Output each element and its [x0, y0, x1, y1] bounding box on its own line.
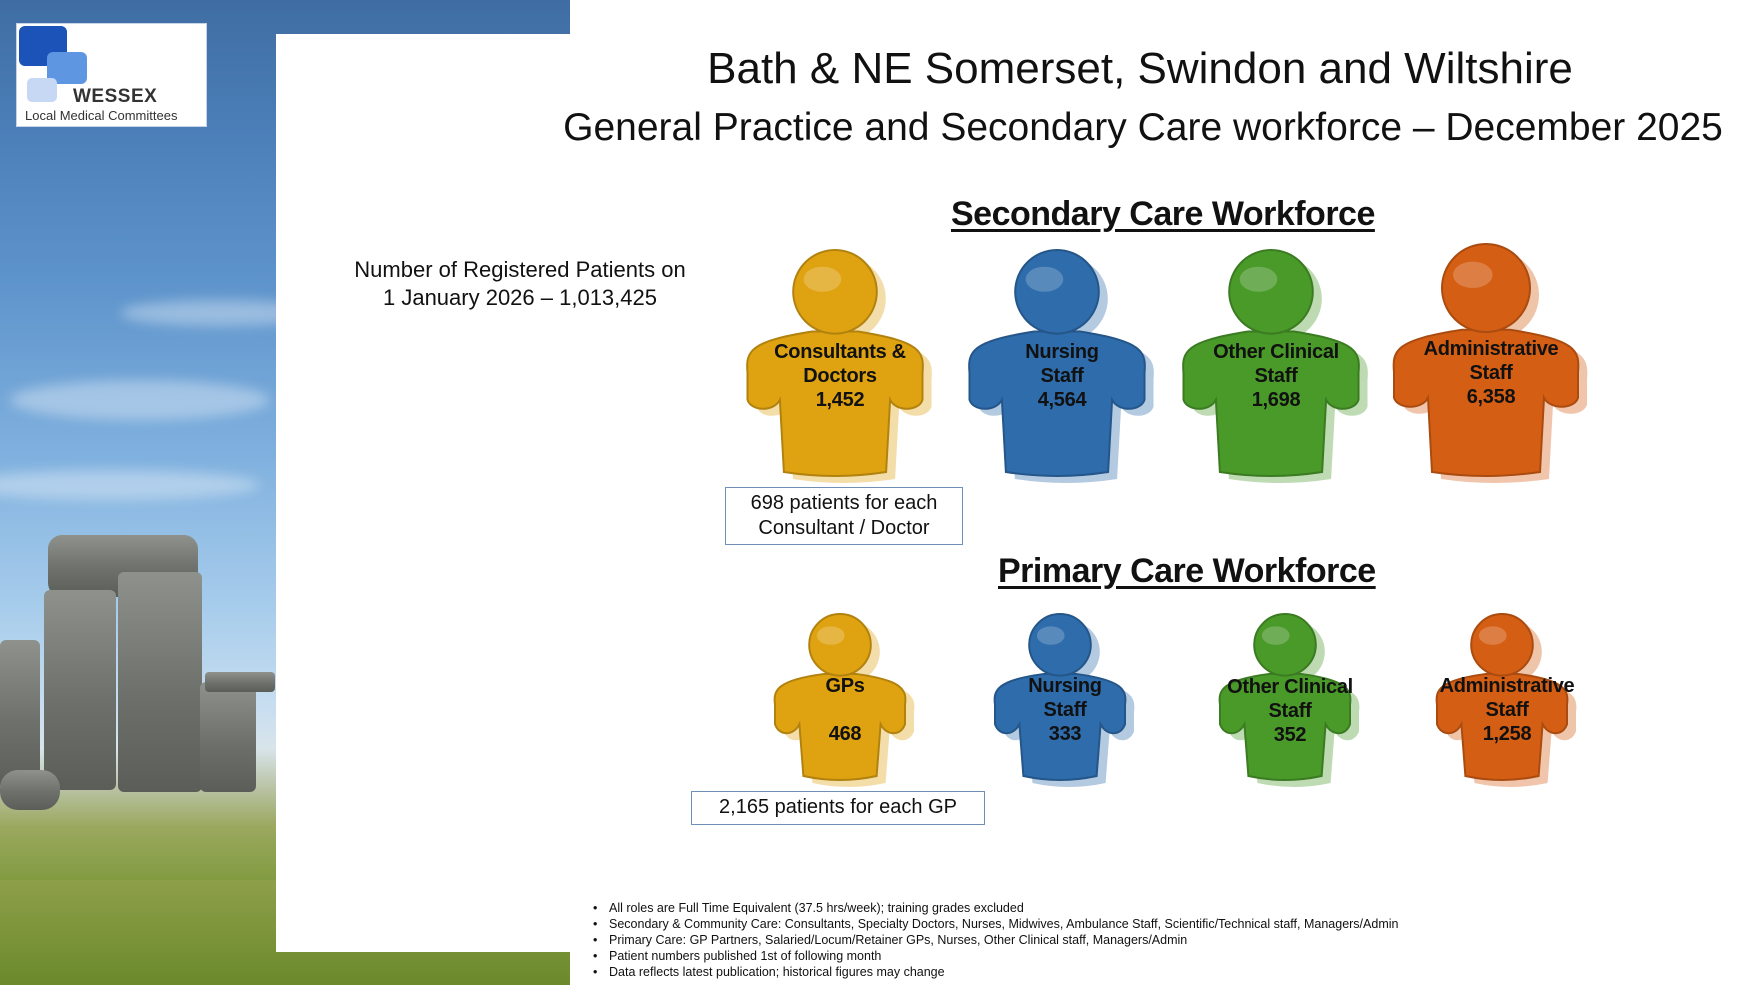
figure-label-line2: Staff	[1268, 700, 1312, 722]
figure-label-line1: Administrative	[1439, 675, 1575, 697]
logo-square-icon	[27, 78, 57, 102]
page-subtitle: General Practice and Secondary Care workforce – December 2025	[563, 106, 1723, 149]
secondary-figure-nursing	[962, 248, 1162, 486]
consultant-ratio-box	[725, 487, 963, 545]
primary-figure-administrative	[1432, 612, 1582, 790]
primary-figure-gps	[770, 612, 920, 790]
ratio-line1: 2,165 patients for each GP	[719, 796, 957, 818]
figure-label-line2: Staff	[1254, 365, 1298, 387]
figure-label-line1: Administrative	[1423, 338, 1559, 360]
figure-value: 4,564	[1037, 389, 1087, 411]
footnote-item: • Primary Care: GP Partners, Salaried/Locum/Retainer GPs, Nurses, Other Clinical staff, Managers/Admin	[591, 932, 1398, 948]
figure-label-line2: Staff	[1485, 699, 1529, 721]
figure-label-line2: Staff	[1469, 362, 1513, 384]
figure-value: 6,358	[1466, 386, 1516, 408]
figure-label-line2: Staff	[1040, 365, 1084, 387]
figure-value: 1,698	[1251, 389, 1301, 411]
primary-care-heading: Primary Care Workforce	[998, 552, 1376, 590]
logo-subtitle: Local Medical Committees	[25, 108, 178, 123]
secondary-figure-consultants	[740, 248, 940, 486]
figure-value: 352	[1273, 724, 1307, 746]
figure-label-line1: Other Clinical	[1213, 341, 1339, 363]
registered-patients-line2: 1 January 2026 – 1,013,425	[382, 285, 657, 310]
footnote-item: • All roles are Full Time Equivalent (37.5 hrs/week); training grades excluded	[591, 900, 1398, 916]
page-title: Bath & NE Somerset, Swindon and Wiltshire	[707, 44, 1573, 93]
footnote-item: • Patient numbers published 1st of following month	[591, 948, 1398, 964]
secondary-figure-administrative	[1386, 242, 1596, 486]
figure-label-line2: Doctors	[803, 365, 877, 387]
logo-name: WESSEX	[73, 86, 158, 107]
ratio-line2: Consultant / Doctor	[758, 517, 930, 539]
figure-label-line1: Other Clinical	[1227, 676, 1353, 698]
figure-value: 1,452	[815, 389, 865, 411]
registered-patients-line1: Number of Registered Patients on	[354, 257, 686, 282]
registered-patients	[330, 256, 710, 312]
figure-label-line1: Nursing	[1025, 341, 1099, 363]
secondary-figure-other-clinical	[1176, 248, 1376, 486]
footnote-item: • Secondary & Community Care: Consultants, Specialty Doctors, Nurses, Midwives, Ambulance Staff, Scientific/Technical staff, Managers/Admin	[591, 916, 1398, 932]
footnote-item: • Data reflects latest publication; historical figures may change	[591, 964, 1398, 980]
gp-ratio-box	[691, 791, 985, 825]
white-card	[276, 34, 570, 952]
footnotes	[591, 900, 1398, 980]
figure-value: 468	[828, 723, 862, 745]
figure-label-line1: GPs	[825, 675, 865, 697]
primary-figure-nursing	[990, 612, 1140, 790]
figure-label-line1: Nursing	[1028, 675, 1102, 697]
ratio-line1: 698 patients for each	[750, 492, 938, 514]
figure-label-line1: Consultants &	[774, 341, 906, 363]
figure-value: 333	[1048, 723, 1082, 745]
primary-figure-other-clinical	[1215, 612, 1365, 790]
figure-label-line2	[770, 698, 920, 722]
wessex-logo	[16, 23, 207, 127]
secondary-care-heading: Secondary Care Workforce	[951, 195, 1375, 233]
figure-value: 1,258	[1482, 723, 1532, 745]
figure-label-line2: Staff	[1043, 699, 1087, 721]
